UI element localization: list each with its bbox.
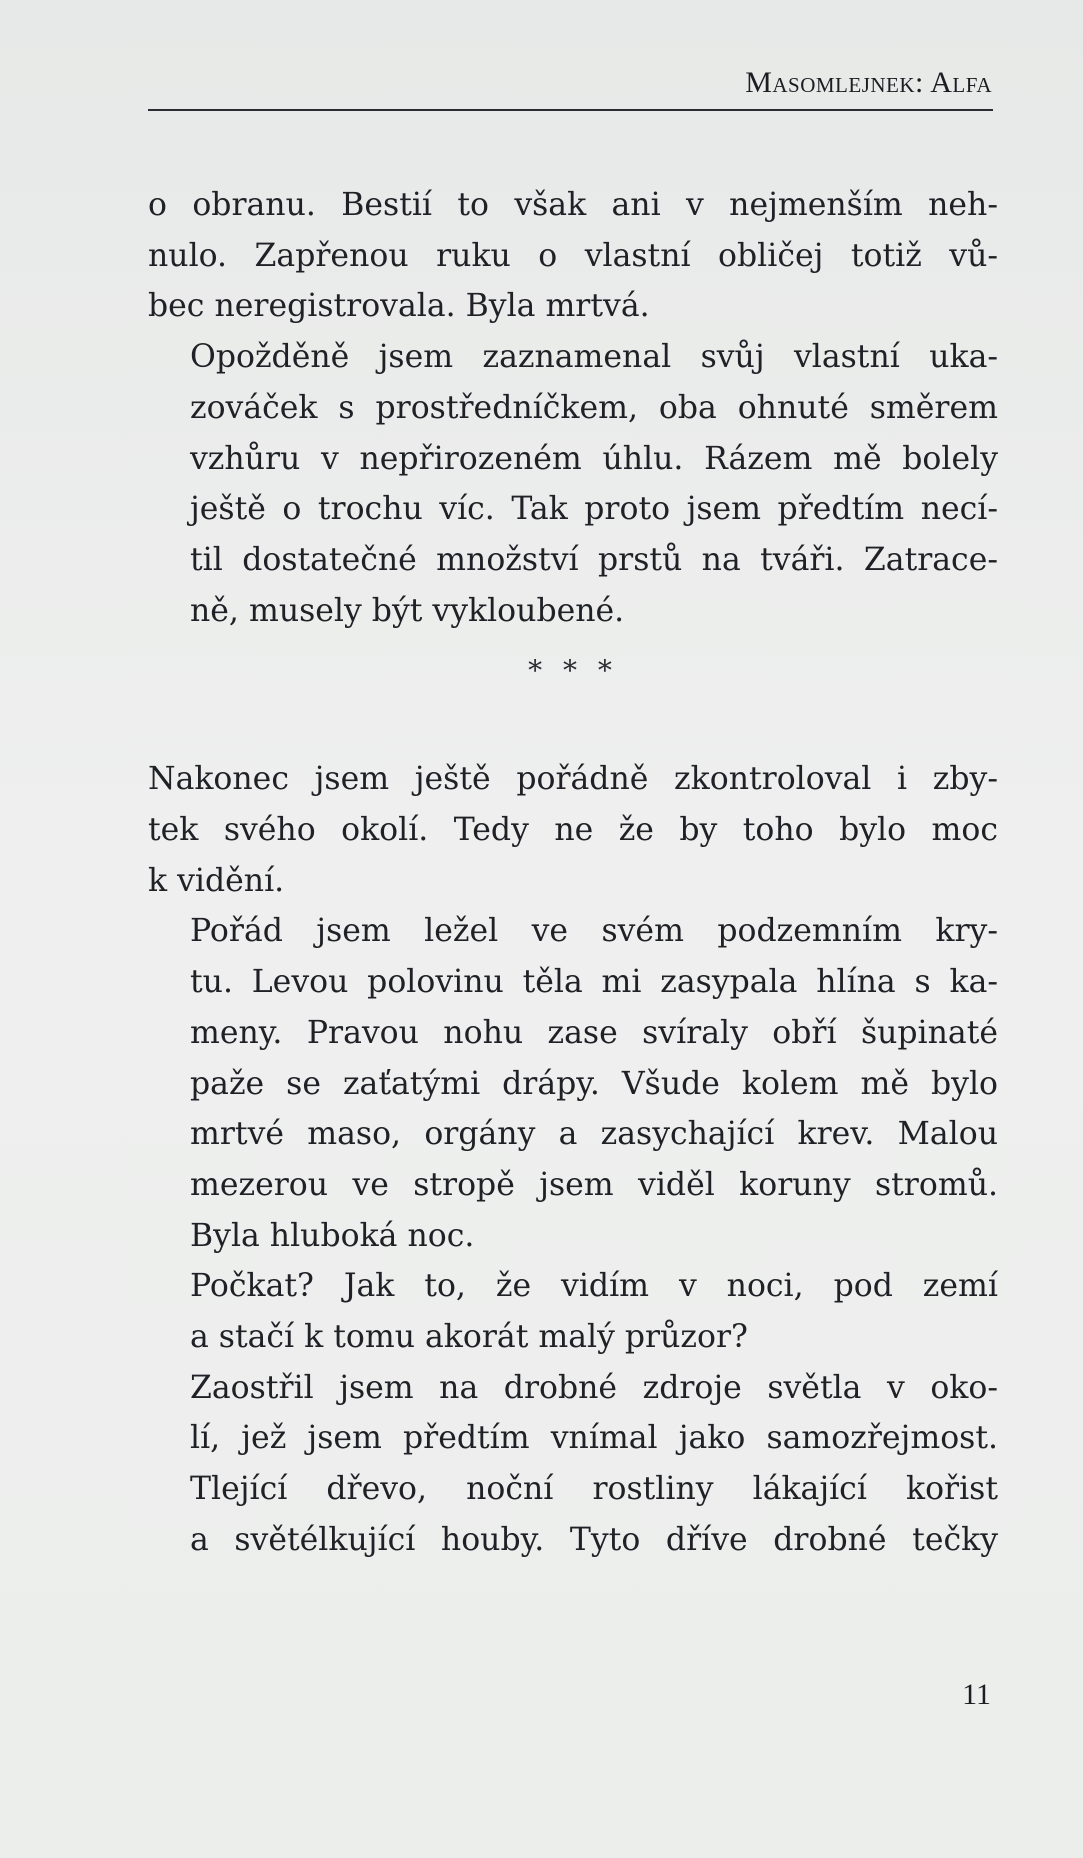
header-rule: [148, 109, 993, 111]
text-line: Zaostřil jsem na drobné zdroje světla v oko-: [190, 1369, 998, 1406]
text-line: Opožděně jsem zaznamenal svůj vlastní uka-: [190, 339, 998, 376]
text-line: lí, jež jsem předtím vnímal jako samozřejmost.: [190, 1420, 998, 1457]
text-line: mrtvé maso, orgány a zasychající krev. Malou: [190, 1116, 998, 1153]
text-line: tek svého okolí. Tedy ne že by toho bylo moc: [148, 812, 998, 849]
paragraph-5: [148, 1261, 998, 1362]
body-text: [148, 180, 998, 1566]
text-line: til dostatečné množství prstů na tváři. Zatrace-: [190, 541, 998, 578]
text-line: bec neregistrovala. Byla mrtvá.: [148, 288, 650, 325]
running-head: Masomlejnek: Alfa: [745, 66, 992, 99]
text-line: a světélkující houby. Tyto dříve drobné tečky: [190, 1521, 998, 1558]
paragraph-6: [148, 1363, 998, 1566]
text-line: paže se zaťatými drápy. Všude kolem mě bylo: [190, 1065, 998, 1102]
text-line: Pořád jsem ležel ve svém podzemním kry-: [190, 913, 998, 950]
paragraph-3: [148, 754, 998, 906]
text-line: Nakonec jsem ještě pořádně zkontroloval i zby-: [148, 761, 998, 798]
text-line: o obranu. Bestií to však ani v nejmenším neh-: [148, 187, 998, 223]
text-line: Byla hluboká noc.: [190, 1217, 475, 1254]
text-line: Počkat? Jak to, že vidím v noci, pod zemí: [190, 1268, 998, 1305]
text-line: meny. Pravou nohu zase svíraly obří šupinaté: [190, 1014, 998, 1051]
page-number: 11: [962, 1678, 991, 1711]
text-line: vzhůru v nepřirozeném úhlu. Rázem mě bolely: [190, 440, 998, 477]
text-line: ně, musely být vykloubené.: [190, 592, 625, 629]
paragraph-4: [148, 906, 998, 1261]
text-line: mezerou ve stropě jsem viděl koruny stromů.: [190, 1166, 998, 1203]
text-line: a stačí k tomu akorát malý průzor?: [190, 1319, 748, 1356]
text-line: zováček s prostředníčkem, oba ohnuté směrem: [190, 389, 998, 426]
section-separator: * * *: [528, 654, 618, 688]
paragraph-1: [148, 180, 998, 332]
text-line: ještě o trochu víc. Tak proto jsem předtím necí-: [190, 491, 998, 528]
text-line: k vidění.: [148, 862, 285, 899]
text-line: Tlející dřevo, noční rostliny lákající kořist: [190, 1471, 998, 1508]
text-line: tu. Levou polovinu těla mi zasypala hlína s ka-: [190, 964, 998, 1001]
text-line: nulo. Zapřenou ruku o vlastní obličej totiž vů-: [148, 237, 998, 274]
paragraph-2: [148, 332, 998, 636]
